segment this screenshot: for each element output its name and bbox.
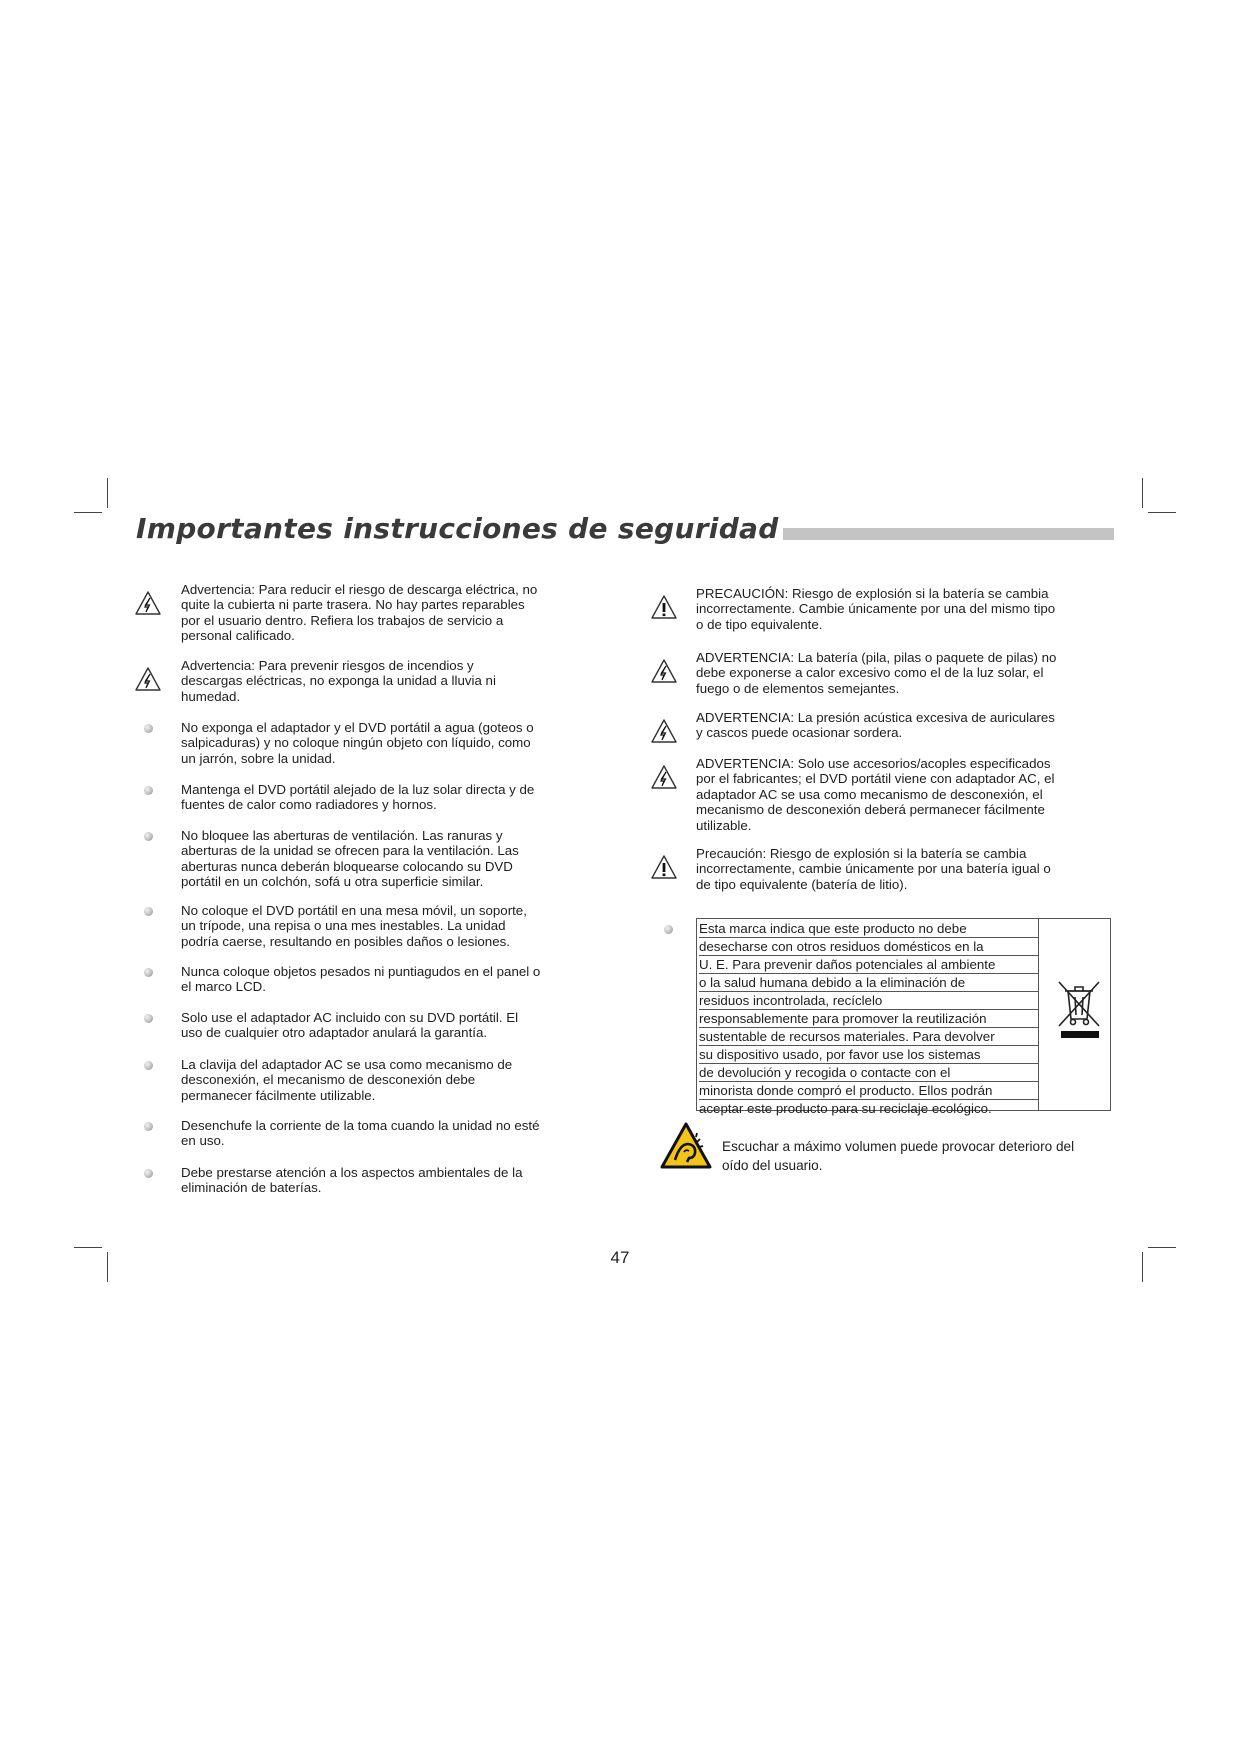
text-line: aberturas de la unidad se ofrecen para la ventilación. Las <box>181 843 519 859</box>
electric-shock-warning-icon <box>134 666 162 697</box>
left-safety-item <box>181 720 534 766</box>
exclamation-warning-icon <box>650 854 678 885</box>
text-line: residuos incontrolada, recíclelo <box>699 992 1039 1010</box>
bullet-icon <box>144 786 153 795</box>
text-line: eliminación de baterías. <box>181 1180 322 1196</box>
text-line: Mantenga el DVD portátil alejado de la luz solar directa y de <box>181 782 535 797</box>
text-line: La clavija del adaptador AC se usa como mecanismo de <box>181 1057 513 1072</box>
text-line: incorrectamente. Cambie únicamente por una del mismo tipo <box>696 601 1056 617</box>
text-line: permanecer fácilmente utilizable. <box>181 1087 376 1103</box>
text-line: Desenchufe la corriente de la toma cuando la unidad no esté <box>181 1118 540 1133</box>
text-line: descargas eléctricas, no exponga la unidad a lluvia ni <box>181 673 496 689</box>
bullet-icon <box>144 1122 153 1131</box>
crossed-bin-icon <box>1057 979 1103 1044</box>
text-line: adaptador AC se usa como mecanismo de desconexión, el <box>696 786 1043 802</box>
text-line: en uso. <box>181 1133 225 1149</box>
text-line: PRECAUCIÓN: Riesgo de explosión si la batería se cambia <box>696 586 1049 601</box>
text-line: Nunca coloque objetos pesados ni puntiagudos en el panel o <box>181 964 541 979</box>
left-safety-item <box>181 582 537 644</box>
text-line: responsablemente para promover la reutilización <box>699 1010 1039 1028</box>
text-line: podría caerse, resultando en posibles daños o lesiones. <box>181 933 510 949</box>
electric-shock-warning-icon <box>650 764 678 795</box>
hearing-damage-warning-icon <box>660 1122 712 1175</box>
left-safety-item <box>181 964 540 995</box>
text-line: humedad. <box>181 688 241 704</box>
weee-notice-text <box>699 920 1039 1117</box>
crop-mark <box>1148 512 1176 513</box>
page-number: 47 <box>610 1248 630 1267</box>
weee-notice-box <box>696 918 1111 1116</box>
crop-mark <box>107 1252 108 1282</box>
text-line: Advertencia: Para reducir el riesgo de descarga eléctrica, no <box>181 582 538 597</box>
text-line: sustentable de recursos materiales. Para devolver <box>699 1028 1039 1046</box>
electric-shock-warning-icon <box>650 658 678 689</box>
text-line: de devolución y recogida o contacte con el <box>699 1064 1039 1082</box>
text-line: ADVERTENCIA: La batería (pila, pilas o paquete de pilas) no <box>696 650 1057 665</box>
text-line: o la salud humana debido a la eliminación de <box>699 974 1039 992</box>
bullet-icon <box>144 724 153 733</box>
exclamation-warning-icon <box>650 594 678 625</box>
text-line: Esta marca indica que este producto no debe <box>699 920 1039 938</box>
text-line: su dispositivo usado, por favor use los sistemas <box>699 1046 1039 1064</box>
text-line: No coloque el DVD portátil en una mesa móvil, un soporte, <box>181 903 527 918</box>
text-line: aberturas nunca deberán bloquearse colocando su DVD <box>181 858 513 874</box>
text-line: o de tipo equivalente. <box>696 616 823 632</box>
text-line: de tipo equivalente (batería de litio). <box>696 876 908 892</box>
text-line: utilizable. <box>696 817 752 833</box>
right-safety-item <box>696 586 1055 632</box>
text-line: un trípode, una repisa o una mes inestables. La unidad <box>181 918 506 934</box>
crop-mark <box>74 512 102 513</box>
bullet-icon <box>144 1014 153 1023</box>
bullet-icon <box>144 968 153 977</box>
text-line: y cascos puede ocasionar sordera. <box>696 725 903 741</box>
left-safety-item <box>181 828 519 890</box>
bullet-icon <box>144 1061 153 1070</box>
hearing-warning-text <box>722 1137 1074 1175</box>
text-line: aceptar este producto para su reciclaje ecológico. <box>699 1101 992 1116</box>
electric-shock-warning-icon <box>134 590 162 621</box>
electric-shock-warning-icon <box>650 718 678 749</box>
right-safety-item <box>696 650 1056 696</box>
right-safety-item <box>696 756 1054 833</box>
crop-mark <box>107 478 108 508</box>
text-line: No bloquee las aberturas de ventilación. Las ranuras y <box>181 828 503 843</box>
left-safety-item <box>181 903 527 949</box>
text-line: ADVERTENCIA: Solo use accesorios/acoples especificados <box>696 756 1051 771</box>
left-safety-item <box>181 1165 523 1196</box>
text-line: desecharse con otros residuos domésticos en la <box>699 938 1039 956</box>
crop-mark <box>74 1247 102 1248</box>
text-line: fuego o de elementos semejantes. <box>696 680 900 696</box>
text-line: fuentes de calor como radiadores y hornos. <box>181 797 437 813</box>
text-line: por el usuario dentro. Refiera los trabajos de servicio a <box>181 612 504 628</box>
left-safety-item <box>181 1118 540 1149</box>
text-line: el marco LCD. <box>181 979 266 995</box>
text-line: debe exponerse a calor excesivo como el de la luz solar, el <box>696 665 1044 681</box>
crop-mark <box>1142 478 1143 508</box>
text-line: minorista donde compró el producto. Ellos podrán <box>699 1082 1039 1100</box>
text-line: Solo use el adaptador AC incluido con su DVD portátil. El <box>181 1010 519 1025</box>
text-line: quite la cubierta ni parte trasera. No hay partes reparables <box>181 597 525 613</box>
bullet-icon <box>144 1169 153 1178</box>
text-line: incorrectamente, cambie únicamente por una batería igual o <box>696 861 1051 877</box>
text-line: No exponga el adaptador y el DVD portátil a agua (goteos o <box>181 720 534 735</box>
crop-mark <box>1142 1252 1143 1282</box>
left-safety-item <box>181 1010 518 1041</box>
text-line: por el fabricantes; el DVD portátil viene con adaptador AC, el <box>696 771 1055 787</box>
right-safety-item <box>696 846 1051 892</box>
text-line: oído del usuario. <box>722 1158 823 1173</box>
text-line: un jarrón, sobre la unidad. <box>181 750 336 766</box>
left-safety-item <box>181 1057 512 1103</box>
text-line: mecanismo de desconexión deberá permanecer fácilmente <box>696 802 1045 818</box>
left-safety-item <box>181 782 534 813</box>
text-line: personal calificado. <box>181 628 295 644</box>
weee-divider <box>1038 919 1039 1110</box>
crop-mark <box>1148 1247 1176 1248</box>
bullet-icon <box>144 907 153 916</box>
text-line: Precaución: Riesgo de explosión si la batería se cambia <box>696 846 1027 861</box>
text-line: portátil en un colchón, sofá u otra superficie similar. <box>181 874 484 890</box>
text-line: Debe prestarse atención a los aspectos ambientales de la <box>181 1165 523 1180</box>
text-line: ADVERTENCIA: La presión acústica excesiva de auriculares <box>696 710 1055 725</box>
text-line: U. E. Para prevenir daños potenciales al ambiente <box>699 956 1039 974</box>
text-line: Escuchar a máximo volumen puede provocar deterioro del <box>722 1139 1075 1154</box>
text-line: desconexión, el mecanismo de desconexión debe <box>181 1072 476 1088</box>
left-safety-item <box>181 658 496 704</box>
text-line: salpicaduras) y no coloque ningún objeto con líquido, como <box>181 735 531 751</box>
text-line: Advertencia: Para prevenir riesgos de incendios y <box>181 658 474 673</box>
bullet-icon <box>144 832 153 841</box>
text-line: uso de cualquier otro adaptador anulará la garantía. <box>181 1025 488 1041</box>
right-safety-item <box>696 710 1055 741</box>
page-title: Importantes instrucciones de seguridad <box>136 512 783 545</box>
bullet-icon <box>664 925 673 934</box>
